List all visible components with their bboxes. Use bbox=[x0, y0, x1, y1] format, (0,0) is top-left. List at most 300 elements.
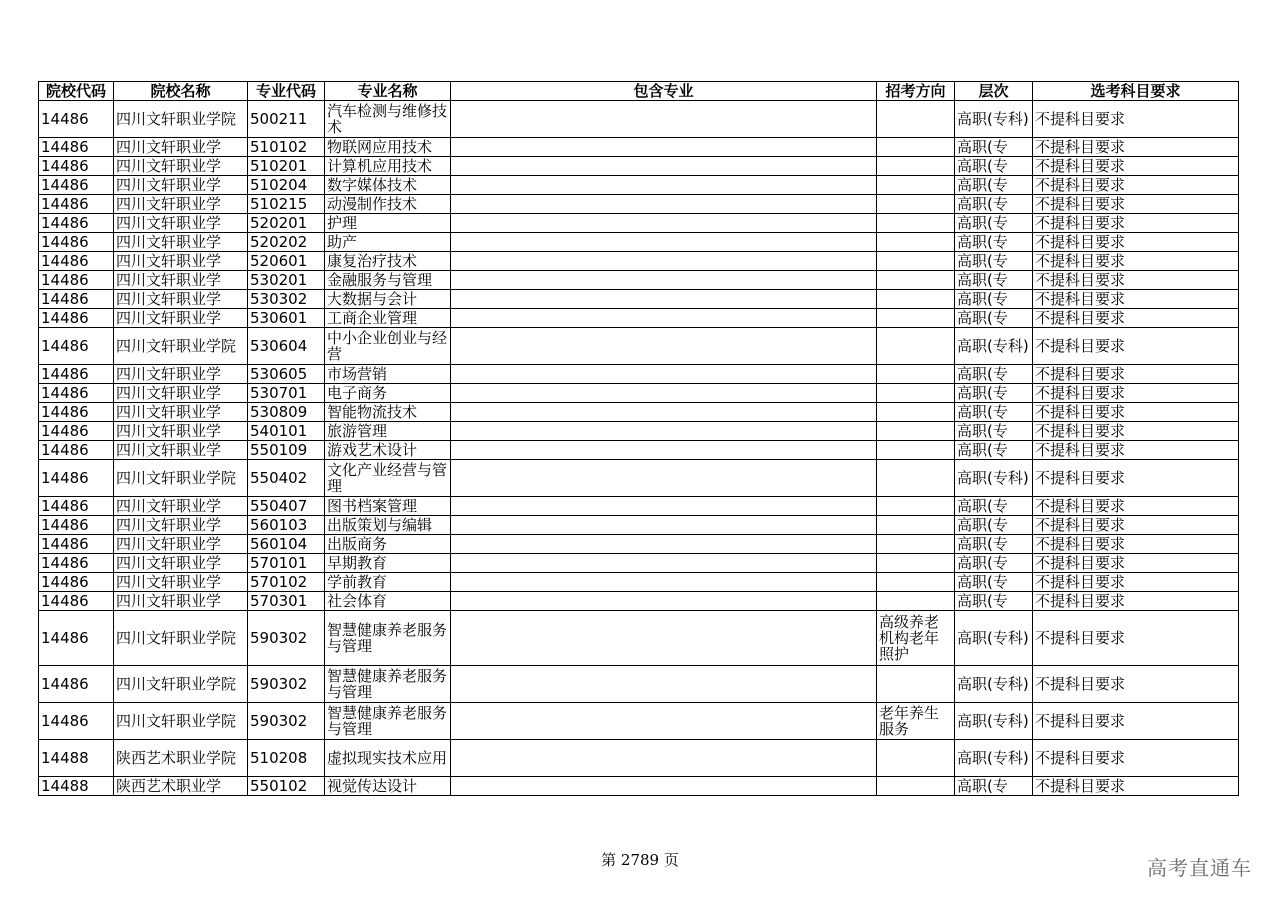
cell-school-code bbox=[39, 611, 114, 666]
cell-included-majors bbox=[451, 777, 877, 796]
cell-level-text: 高职(专 bbox=[957, 404, 1008, 420]
cell-major-name-text: 物联网应用技术 bbox=[327, 139, 433, 155]
cell-school-code-text: 14486 bbox=[41, 442, 89, 458]
cell-major-code bbox=[248, 441, 325, 460]
cell-major-name-text: 虚拟现实技术应用 bbox=[327, 749, 448, 767]
cell-included-majors bbox=[451, 384, 877, 403]
cell-subject-requirement-text: 不提科目要求 bbox=[1035, 469, 1126, 487]
cell-direction bbox=[877, 157, 955, 176]
cell-subject-requirement-text: 不提科目要求 bbox=[1035, 712, 1126, 730]
cell-major-name bbox=[325, 384, 451, 403]
cell-level-text: 高职(专 bbox=[957, 517, 1008, 533]
cell-included-majors bbox=[451, 138, 877, 157]
cell-subject-requirement-text: 不提科目要求 bbox=[1035, 517, 1126, 533]
table-row bbox=[39, 252, 1239, 271]
cell-included-majors bbox=[451, 233, 877, 252]
cell-school-code-text: 14486 bbox=[41, 139, 89, 155]
cell-major-name-text: 出版商务 bbox=[327, 536, 388, 552]
cell-direction bbox=[877, 592, 955, 611]
cell-subject-requirement-text: 不提科目要求 bbox=[1035, 536, 1126, 552]
cell-direction bbox=[877, 740, 955, 777]
cell-school-code-text: 14486 bbox=[41, 629, 89, 647]
cell-direction bbox=[877, 195, 955, 214]
cell-school-name bbox=[114, 195, 248, 214]
cell-major-code bbox=[248, 271, 325, 290]
cell-major-name-text: 智慧健康养老服务与管理 bbox=[327, 667, 448, 701]
cell-school-name bbox=[114, 535, 248, 554]
cell-major-name bbox=[325, 157, 451, 176]
cell-direction bbox=[877, 573, 955, 592]
cell-direction bbox=[877, 422, 955, 441]
cell-major-name bbox=[325, 740, 451, 777]
cell-school-code bbox=[39, 592, 114, 611]
cell-school-name bbox=[114, 365, 248, 384]
cell-major-code bbox=[248, 497, 325, 516]
cell-major-code bbox=[248, 101, 325, 138]
cell-included-majors bbox=[451, 441, 877, 460]
cell-school-code bbox=[39, 138, 114, 157]
table-row bbox=[39, 535, 1239, 554]
cell-direction bbox=[877, 777, 955, 796]
cell-major-name-text: 数字媒体技术 bbox=[327, 177, 418, 193]
cell-major-name bbox=[325, 554, 451, 573]
cell-subject-requirement bbox=[1033, 252, 1239, 271]
cell-major-code bbox=[248, 384, 325, 403]
cell-subject-requirement bbox=[1033, 703, 1239, 740]
cell-school-name bbox=[114, 328, 248, 365]
cell-major-code bbox=[248, 176, 325, 195]
cell-direction bbox=[877, 703, 955, 740]
cell-level bbox=[955, 666, 1033, 703]
cell-subject-requirement-text: 不提科目要求 bbox=[1035, 593, 1126, 609]
cell-level bbox=[955, 441, 1033, 460]
table-row bbox=[39, 214, 1239, 233]
cell-school-code bbox=[39, 422, 114, 441]
cell-included-majors bbox=[451, 195, 877, 214]
cell-school-code-text: 14486 bbox=[41, 234, 89, 250]
cell-subject-requirement-text: 不提科目要求 bbox=[1035, 158, 1126, 174]
cell-major-code-text: 530605 bbox=[250, 366, 308, 382]
cell-major-name-text: 学前教育 bbox=[327, 574, 388, 590]
cell-subject-requirement-text: 不提科目要求 bbox=[1035, 423, 1126, 439]
cell-school-code bbox=[39, 573, 114, 592]
cell-school-name-text: 四川文轩职业学 bbox=[116, 423, 222, 439]
cell-major-code-text: 500211 bbox=[250, 110, 308, 128]
cell-school-code bbox=[39, 195, 114, 214]
cell-major-code bbox=[248, 252, 325, 271]
cell-school-code bbox=[39, 666, 114, 703]
cell-level-text: 高职(专 bbox=[957, 234, 1008, 250]
cell-major-code-text: 590302 bbox=[250, 629, 308, 647]
cell-major-name-text: 大数据与会计 bbox=[327, 291, 418, 307]
cell-major-code-text: 510201 bbox=[250, 158, 308, 174]
cell-school-name bbox=[114, 573, 248, 592]
cell-direction bbox=[877, 233, 955, 252]
cell-level-text: 高职(专科) bbox=[957, 712, 1029, 730]
cell-included-majors bbox=[451, 290, 877, 309]
cell-major-name-text: 助产 bbox=[327, 234, 358, 250]
cell-level bbox=[955, 592, 1033, 611]
cell-school-name-text: 四川文轩职业学 bbox=[116, 517, 222, 533]
cell-subject-requirement-text: 不提科目要求 bbox=[1035, 675, 1126, 693]
cell-major-code-text: 590302 bbox=[250, 675, 308, 693]
cell-included-majors bbox=[451, 740, 877, 777]
cell-school-code-text: 14486 bbox=[41, 675, 89, 693]
cell-major-name bbox=[325, 233, 451, 252]
cell-level bbox=[955, 703, 1033, 740]
cell-major-code-text: 530701 bbox=[250, 385, 308, 401]
cell-level-text: 高职(专 bbox=[957, 196, 1008, 212]
cell-major-name-text: 游戏艺术设计 bbox=[327, 442, 418, 458]
cell-major-code bbox=[248, 422, 325, 441]
cell-major-code-text: 510102 bbox=[250, 139, 308, 155]
cell-school-name bbox=[114, 554, 248, 573]
cell-subject-requirement bbox=[1033, 309, 1239, 328]
table-row bbox=[39, 422, 1239, 441]
cell-included-majors bbox=[451, 497, 877, 516]
cell-major-name-text: 工商企业管理 bbox=[327, 310, 418, 326]
header-row bbox=[39, 82, 1239, 101]
cell-school-name-text: 四川文轩职业学 bbox=[116, 253, 222, 269]
cell-school-name bbox=[114, 403, 248, 422]
cell-direction bbox=[877, 365, 955, 384]
cell-subject-requirement bbox=[1033, 740, 1239, 777]
cell-included-majors bbox=[451, 516, 877, 535]
header-school-name: 院校名称 bbox=[114, 82, 248, 101]
cell-subject-requirement bbox=[1033, 460, 1239, 497]
table-row bbox=[39, 328, 1239, 365]
cell-school-code bbox=[39, 516, 114, 535]
cell-level-text: 高职(专科) bbox=[957, 337, 1029, 355]
cell-level-text: 高职(专科) bbox=[957, 469, 1029, 487]
cell-subject-requirement-text: 不提科目要求 bbox=[1035, 404, 1126, 420]
cell-major-code bbox=[248, 328, 325, 365]
cell-level-text: 高职(专科) bbox=[957, 749, 1029, 767]
cell-school-code bbox=[39, 554, 114, 573]
cell-school-code-text: 14486 bbox=[41, 272, 89, 288]
cell-level bbox=[955, 497, 1033, 516]
table-row bbox=[39, 777, 1239, 796]
cell-school-name-text: 四川文轩职业学 bbox=[116, 310, 222, 326]
cell-subject-requirement-text: 不提科目要求 bbox=[1035, 442, 1126, 458]
cell-level bbox=[955, 290, 1033, 309]
cell-school-name-text: 四川文轩职业学院 bbox=[116, 629, 237, 647]
cell-school-name bbox=[114, 703, 248, 740]
cell-major-code bbox=[248, 554, 325, 573]
cell-subject-requirement bbox=[1033, 777, 1239, 796]
cell-subject-requirement bbox=[1033, 554, 1239, 573]
cell-level-text: 高职(专 bbox=[957, 158, 1008, 174]
cell-school-code bbox=[39, 290, 114, 309]
cell-school-name bbox=[114, 233, 248, 252]
cell-subject-requirement bbox=[1033, 271, 1239, 290]
table-row bbox=[39, 157, 1239, 176]
cell-subject-requirement-text: 不提科目要求 bbox=[1035, 215, 1126, 231]
cell-school-code bbox=[39, 535, 114, 554]
cell-major-name bbox=[325, 290, 451, 309]
cell-direction bbox=[877, 176, 955, 195]
cell-school-code-text: 14486 bbox=[41, 593, 89, 609]
cell-subject-requirement-text: 不提科目要求 bbox=[1035, 629, 1126, 647]
cell-included-majors bbox=[451, 309, 877, 328]
cell-major-name bbox=[325, 666, 451, 703]
cell-major-name-text: 汽车检测与维修技术 bbox=[327, 102, 448, 136]
cell-direction bbox=[877, 138, 955, 157]
cell-included-majors bbox=[451, 611, 877, 666]
cell-included-majors bbox=[451, 403, 877, 422]
cell-major-code bbox=[248, 403, 325, 422]
cell-subject-requirement bbox=[1033, 101, 1239, 138]
table-row bbox=[39, 554, 1239, 573]
cell-school-code-text: 14486 bbox=[41, 574, 89, 590]
cell-school-name bbox=[114, 777, 248, 796]
cell-subject-requirement bbox=[1033, 176, 1239, 195]
cell-school-code-text: 14486 bbox=[41, 498, 89, 514]
cell-direction bbox=[877, 535, 955, 554]
cell-major-name bbox=[325, 271, 451, 290]
cell-direction bbox=[877, 403, 955, 422]
cell-level bbox=[955, 176, 1033, 195]
table-row bbox=[39, 138, 1239, 157]
cell-subject-requirement-text: 不提科目要求 bbox=[1035, 310, 1126, 326]
cell-major-code bbox=[248, 157, 325, 176]
cell-school-code-text: 14486 bbox=[41, 177, 89, 193]
cell-level bbox=[955, 195, 1033, 214]
cell-school-code-text: 14486 bbox=[41, 404, 89, 420]
cell-subject-requirement-text: 不提科目要求 bbox=[1035, 555, 1126, 571]
cell-school-code bbox=[39, 403, 114, 422]
cell-school-name bbox=[114, 384, 248, 403]
cell-level bbox=[955, 214, 1033, 233]
cell-school-name bbox=[114, 271, 248, 290]
cell-major-code bbox=[248, 703, 325, 740]
cell-subject-requirement bbox=[1033, 573, 1239, 592]
cell-major-code-text: 510215 bbox=[250, 196, 308, 212]
cell-level-text: 高职(专 bbox=[957, 498, 1008, 514]
cell-direction bbox=[877, 101, 955, 138]
cell-direction bbox=[877, 309, 955, 328]
cell-direction-text: 老年养生服务 bbox=[879, 704, 940, 738]
admission-table bbox=[38, 81, 1239, 796]
cell-school-name bbox=[114, 441, 248, 460]
cell-subject-requirement bbox=[1033, 365, 1239, 384]
header-level: 层次 bbox=[955, 82, 1033, 101]
cell-subject-requirement-text: 不提科目要求 bbox=[1035, 253, 1126, 269]
cell-major-name bbox=[325, 422, 451, 441]
cell-major-name bbox=[325, 403, 451, 422]
cell-major-code-text: 550402 bbox=[250, 469, 308, 487]
cell-school-name bbox=[114, 592, 248, 611]
cell-major-name bbox=[325, 777, 451, 796]
page-number: 第 2789 页 bbox=[601, 851, 679, 869]
cell-school-name-text: 四川文轩职业学 bbox=[116, 158, 222, 174]
cell-major-code bbox=[248, 777, 325, 796]
cell-school-name-text: 四川文轩职业学 bbox=[116, 139, 222, 155]
cell-level-text: 高职(专 bbox=[957, 291, 1008, 307]
header-subject-requirement: 选考科目要求 bbox=[1033, 82, 1239, 101]
cell-school-name bbox=[114, 611, 248, 666]
cell-major-code bbox=[248, 195, 325, 214]
cell-major-name bbox=[325, 138, 451, 157]
cell-school-code bbox=[39, 460, 114, 497]
watermark-logo: 高考直通车 bbox=[1147, 856, 1252, 880]
cell-direction-text: 高级养老机构老年照护 bbox=[879, 613, 940, 663]
cell-major-name-text: 计算机应用技术 bbox=[327, 158, 433, 174]
table-row bbox=[39, 195, 1239, 214]
table-row bbox=[39, 592, 1239, 611]
cell-major-code-text: 520201 bbox=[250, 215, 308, 231]
cell-level-text: 高职(专科) bbox=[957, 675, 1029, 693]
cell-direction bbox=[877, 214, 955, 233]
cell-subject-requirement-text: 不提科目要求 bbox=[1035, 778, 1126, 794]
cell-subject-requirement-text: 不提科目要求 bbox=[1035, 177, 1126, 193]
cell-school-name-text: 四川文轩职业学院 bbox=[116, 110, 237, 128]
cell-school-code-text: 14486 bbox=[41, 158, 89, 174]
cell-major-name bbox=[325, 703, 451, 740]
cell-direction bbox=[877, 554, 955, 573]
cell-level-text: 高职(专科) bbox=[957, 629, 1029, 647]
table-row bbox=[39, 441, 1239, 460]
cell-school-name-text: 四川文轩职业学院 bbox=[116, 337, 237, 355]
cell-level-text: 高职(专 bbox=[957, 423, 1008, 439]
cell-included-majors bbox=[451, 271, 877, 290]
cell-direction bbox=[877, 611, 955, 666]
cell-school-name bbox=[114, 740, 248, 777]
cell-school-name-text: 四川文轩职业学 bbox=[116, 196, 222, 212]
cell-subject-requirement-text: 不提科目要求 bbox=[1035, 139, 1126, 155]
cell-included-majors bbox=[451, 157, 877, 176]
table-row bbox=[39, 271, 1239, 290]
cell-level bbox=[955, 740, 1033, 777]
cell-school-name-text: 四川文轩职业学院 bbox=[116, 712, 237, 730]
cell-major-name bbox=[325, 573, 451, 592]
cell-school-name-text: 陕西艺术职业学院 bbox=[116, 749, 237, 767]
cell-major-name bbox=[325, 365, 451, 384]
table-row bbox=[39, 365, 1239, 384]
cell-school-code bbox=[39, 252, 114, 271]
cell-included-majors bbox=[451, 422, 877, 441]
cell-level-text: 高职(专 bbox=[957, 385, 1008, 401]
cell-subject-requirement-text: 不提科目要求 bbox=[1035, 498, 1126, 514]
cell-school-code bbox=[39, 497, 114, 516]
cell-direction bbox=[877, 460, 955, 497]
cell-school-code-text: 14486 bbox=[41, 215, 89, 231]
cell-level bbox=[955, 384, 1033, 403]
table-row bbox=[39, 611, 1239, 666]
cell-major-code-text: 530604 bbox=[250, 337, 308, 355]
cell-major-code bbox=[248, 592, 325, 611]
cell-level bbox=[955, 403, 1033, 422]
header-major-name: 专业名称 bbox=[325, 82, 451, 101]
cell-school-name bbox=[114, 157, 248, 176]
cell-included-majors bbox=[451, 573, 877, 592]
cell-school-name-text: 四川文轩职业学 bbox=[116, 536, 222, 552]
cell-school-name-text: 四川文轩职业学 bbox=[116, 442, 222, 458]
table-row bbox=[39, 309, 1239, 328]
cell-subject-requirement-text: 不提科目要求 bbox=[1035, 272, 1126, 288]
cell-level-text: 高职(专科) bbox=[957, 110, 1029, 128]
cell-major-name-text: 电子商务 bbox=[327, 385, 388, 401]
header-major-code: 专业代码 bbox=[248, 82, 325, 101]
table-row bbox=[39, 497, 1239, 516]
cell-major-code bbox=[248, 535, 325, 554]
cell-included-majors bbox=[451, 176, 877, 195]
cell-school-name-text: 四川文轩职业学 bbox=[116, 593, 222, 609]
cell-level-text: 高职(专 bbox=[957, 442, 1008, 458]
cell-major-code-text: 530201 bbox=[250, 272, 308, 288]
cell-major-code-text: 550407 bbox=[250, 498, 308, 514]
cell-school-name-text: 四川文轩职业学 bbox=[116, 215, 222, 231]
cell-level-text: 高职(专 bbox=[957, 272, 1008, 288]
cell-subject-requirement bbox=[1033, 535, 1239, 554]
cell-major-name bbox=[325, 592, 451, 611]
cell-school-code-text: 14486 bbox=[41, 310, 89, 326]
cell-major-name bbox=[325, 611, 451, 666]
cell-subject-requirement bbox=[1033, 516, 1239, 535]
cell-subject-requirement-text: 不提科目要求 bbox=[1035, 196, 1126, 212]
cell-school-code-text: 14486 bbox=[41, 423, 89, 439]
cell-school-name-text: 四川文轩职业学 bbox=[116, 498, 222, 514]
cell-subject-requirement bbox=[1033, 403, 1239, 422]
cell-major-name bbox=[325, 516, 451, 535]
cell-subject-requirement-text: 不提科目要求 bbox=[1035, 291, 1126, 307]
cell-direction bbox=[877, 516, 955, 535]
cell-subject-requirement bbox=[1033, 384, 1239, 403]
cell-school-code-text: 14486 bbox=[41, 253, 89, 269]
cell-included-majors bbox=[451, 666, 877, 703]
cell-major-code-text: 540101 bbox=[250, 423, 308, 439]
cell-level bbox=[955, 422, 1033, 441]
cell-level-text: 高职(专 bbox=[957, 555, 1008, 571]
table-row bbox=[39, 384, 1239, 403]
cell-level-text: 高职(专 bbox=[957, 253, 1008, 269]
cell-subject-requirement-text: 不提科目要求 bbox=[1035, 574, 1126, 590]
cell-major-code bbox=[248, 233, 325, 252]
cell-major-name bbox=[325, 460, 451, 497]
cell-subject-requirement bbox=[1033, 328, 1239, 365]
cell-subject-requirement bbox=[1033, 497, 1239, 516]
cell-level bbox=[955, 271, 1033, 290]
cell-school-name-text: 四川文轩职业学院 bbox=[116, 675, 237, 693]
cell-school-code-text: 14488 bbox=[41, 778, 89, 794]
cell-school-name-text: 四川文轩职业学 bbox=[116, 574, 222, 590]
cell-school-code bbox=[39, 777, 114, 796]
cell-school-code-text: 14486 bbox=[41, 712, 89, 730]
cell-major-name-text: 动漫制作技术 bbox=[327, 196, 418, 212]
cell-school-code bbox=[39, 328, 114, 365]
cell-subject-requirement bbox=[1033, 233, 1239, 252]
cell-major-name-text: 护理 bbox=[327, 215, 358, 231]
cell-level-text: 高职(专 bbox=[957, 366, 1008, 382]
cell-level bbox=[955, 138, 1033, 157]
cell-level-text: 高职(专 bbox=[957, 778, 1008, 794]
header-school-code: 院校代码 bbox=[39, 82, 114, 101]
cell-subject-requirement-text: 不提科目要求 bbox=[1035, 366, 1126, 382]
cell-school-name bbox=[114, 422, 248, 441]
cell-school-code-text: 14486 bbox=[41, 469, 89, 487]
cell-level bbox=[955, 460, 1033, 497]
cell-included-majors bbox=[451, 460, 877, 497]
cell-school-name bbox=[114, 309, 248, 328]
cell-school-name bbox=[114, 516, 248, 535]
cell-school-code bbox=[39, 384, 114, 403]
cell-major-code-text: 570101 bbox=[250, 555, 308, 571]
cell-level bbox=[955, 554, 1033, 573]
cell-level-text: 高职(专 bbox=[957, 593, 1008, 609]
cell-major-name-text: 智能物流技术 bbox=[327, 404, 418, 420]
cell-school-name bbox=[114, 214, 248, 233]
cell-major-code-text: 570301 bbox=[250, 593, 308, 609]
